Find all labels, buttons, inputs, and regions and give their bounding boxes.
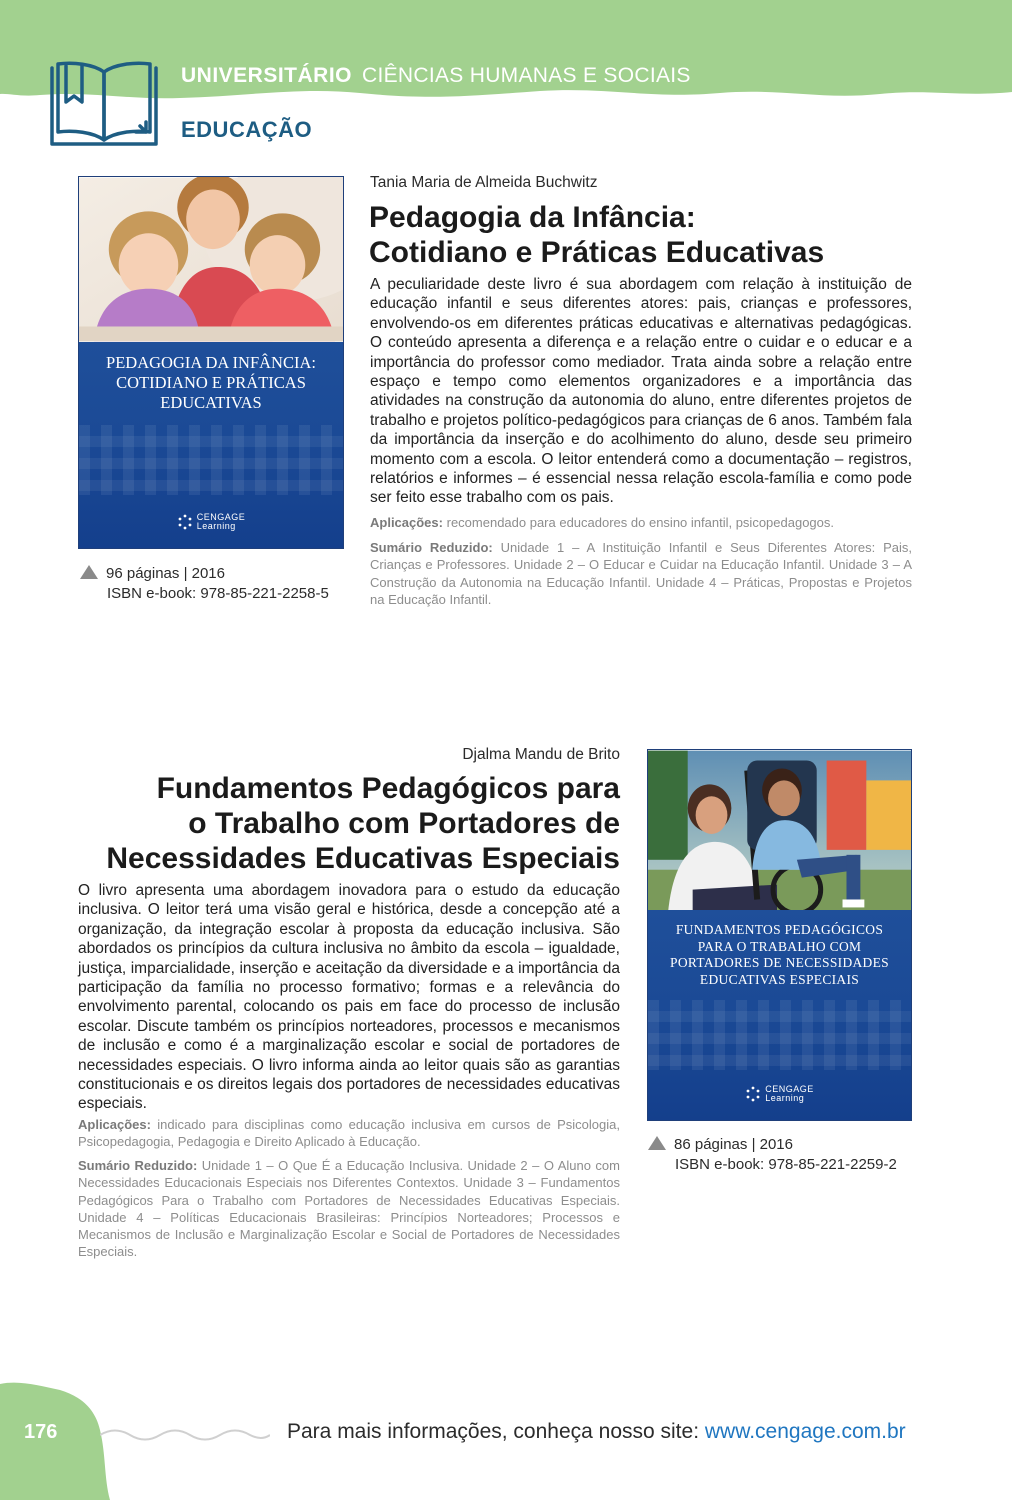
publisher-logo bbox=[648, 1085, 911, 1103]
isbn: ISBN e-book: 978-85-221-2259-2 bbox=[675, 1156, 897, 1173]
cover-title bbox=[79, 353, 343, 413]
cover-title-line: PARA O TRABALHO COM bbox=[697, 938, 862, 954]
book-cover[interactable] bbox=[78, 176, 344, 549]
book-title-line: Cotidiano e Práticas Educativas bbox=[369, 236, 825, 269]
wave-decoration bbox=[100, 1423, 270, 1443]
triangle-icon bbox=[80, 565, 98, 579]
book-title-line: Pedagogia da Infância: bbox=[369, 201, 696, 234]
book-title-line: o Trabalho com Portadores de bbox=[188, 807, 620, 840]
applications-label: Aplicações: bbox=[370, 515, 443, 530]
publisher-logo bbox=[79, 513, 343, 531]
cover-title-line: PORTADORES DE NECESSIDADES bbox=[670, 955, 889, 970]
cover-pattern bbox=[648, 1000, 911, 1070]
book-author: Tania Maria de Almeida Buchwitz bbox=[370, 174, 598, 191]
triangle-icon bbox=[648, 1136, 666, 1150]
book-title-line: Fundamentos Pedagógicos para bbox=[156, 772, 620, 805]
logo-text-1: CENGAGE bbox=[765, 1084, 814, 1094]
footer-note bbox=[287, 1420, 906, 1444]
cover-title-line: EDUCATIVAS ESPECIAIS bbox=[699, 971, 860, 987]
summary-label: Sumário Reduzido: bbox=[370, 540, 493, 555]
cover-title bbox=[648, 922, 911, 988]
cover-title-line: EDUCATIVAS bbox=[160, 393, 262, 412]
book-applications bbox=[370, 514, 912, 531]
applications-label: Aplicações: bbox=[78, 1117, 151, 1132]
isbn: ISBN e-book: 978-85-221-2258-5 bbox=[107, 585, 329, 602]
book-title bbox=[78, 771, 620, 876]
book-meta bbox=[648, 1135, 897, 1175]
open-book-icon bbox=[48, 60, 160, 150]
page-number: 176 bbox=[24, 1421, 58, 1443]
pages-year: 96 páginas | 2016 bbox=[106, 565, 225, 582]
book-description: A peculiaridade deste livro é sua abordagem com relação à instituição de educação infantil e seus diferentes atores: pais, crianças e professores, envolvendo-os em diferentes práticas educativas e alternativas pedagógicas. O conteúdo apresenta a diferença e a relação entre o cuidar e o educar e a importância do professor como mediador. Trata ainda sobre a relação entre espaço e tempo como elementos organizadores e a importância das atividades na construção da autonomia do aluno, entre diferentes projetos de trabalho e projetos político-pedagógicos para crianças de 6 anos. Também fala da importância da inserção e do acolhimento do aluno, desde seu primeiro momento com a escola. O leitor entenderá como a documentação – registros, relatórios e informes – é essencial nessa relação escola-família e como pode ser feito esse trabalho com os pais. bbox=[370, 276, 912, 507]
book-description: O livro apresenta uma abordagem inovadora para o estudo da educação inclusiva. O leitor terá uma visão geral e histórica, desde a concepção até a organização, da integração escolar à proposta da educação inclusiva. São abordados os princípios da cultura inclusiva no âmbito da escola – igualdade, justiça, imparcialidade, inserção e aceitação da diversidade e a importância da participação da família no processo formativo; formas e a relevância do envolvimento parental, colocando os pais em face do processo de inclusão escolar. Discute também os princípios norteadores, processos e mecanismos de inclusão e como é a marginalização escolar e social de portadores de necessidades especiais. O livro informa ainda ao leitor quais são as garantias constitucionais e os direitos legais dos portadores de necessidades educativas especiais. bbox=[78, 882, 620, 1113]
cover-pattern bbox=[79, 425, 343, 495]
cengage-logo-icon bbox=[745, 1086, 761, 1102]
cover-title-line: FUNDAMENTOS PEDAGÓGICOS bbox=[675, 922, 884, 937]
logo-text-2: Learning bbox=[196, 521, 236, 531]
book-cover[interactable] bbox=[647, 749, 912, 1121]
cover-photo bbox=[648, 750, 911, 915]
category-heading bbox=[181, 64, 691, 88]
book-applications bbox=[78, 1116, 620, 1151]
website-link[interactable]: www.cengage.com.br bbox=[704, 1420, 906, 1443]
category-sub: CIÊNCIAS HUMANAS E SOCIAIS bbox=[362, 64, 691, 87]
cover-photo bbox=[79, 177, 343, 342]
logo-text-1: CENGAGE bbox=[196, 512, 246, 522]
cover-title-line: COTIDIANO E PRÁTICAS bbox=[116, 373, 306, 392]
subcategory-heading: EDUCAÇÃO bbox=[181, 117, 313, 142]
cengage-logo-icon bbox=[177, 514, 193, 530]
pages-year: 86 páginas | 2016 bbox=[674, 1136, 793, 1153]
footer-text: Para mais informações, conheça nosso site: bbox=[287, 1420, 705, 1443]
book-title-line: Necessidades Educativas Especiais bbox=[106, 842, 620, 875]
book-author: Djalma Mandu de Brito bbox=[462, 746, 620, 763]
book-summary bbox=[78, 1157, 620, 1261]
summary-text: Unidade 1 – O Que É a Educação Inclusiva. Unidade 2 – O Aluno com Necessidades Educacionais Especiais nos Diferentes Contextos. Unidade 3 – Fundamentos Pedagógicos Para o Trabalho com Portadores de Necessidades Educativas Especiais. Unidade 4 – Políticas Educacionais Brasileiras: Princípios Norteadores; Processos e Mecanismos de Inclusão e Marginalização Escolar e Social de Portadores de Necessidades Especiais. bbox=[78, 1158, 620, 1260]
book-meta bbox=[80, 564, 329, 604]
applications-text: indicado para disciplinas como educação inclusiva em cursos de Psicologia, Psicopedagogia, Pedagogia e Direito Aplicado à Educação. bbox=[78, 1117, 620, 1150]
summary-label: Sumário Reduzido: bbox=[78, 1158, 198, 1173]
book-summary bbox=[370, 539, 912, 608]
cover-title-line: PEDAGOGIA DA INFÂNCIA: bbox=[106, 353, 316, 372]
applications-text: recomendado para educadores do ensino infantil, psicopedagogos. bbox=[446, 515, 834, 530]
logo-text-2: Learning bbox=[765, 1093, 805, 1103]
book-title bbox=[369, 200, 929, 270]
category-main: UNIVERSITÁRIO bbox=[181, 64, 353, 87]
summary-text: Unidade 1 – A Instituição Infantil e Seus Diferentes Atores: Pais, Crianças e Professores. Unidade 2 – O Educar e Cuidar na Educação Infantil. Unidade 3 – A Construção da Autonomia na Educação Infantil. Unidade 4 – Práticas, Propostas e Projetos na Educação Infantil. bbox=[370, 540, 912, 607]
